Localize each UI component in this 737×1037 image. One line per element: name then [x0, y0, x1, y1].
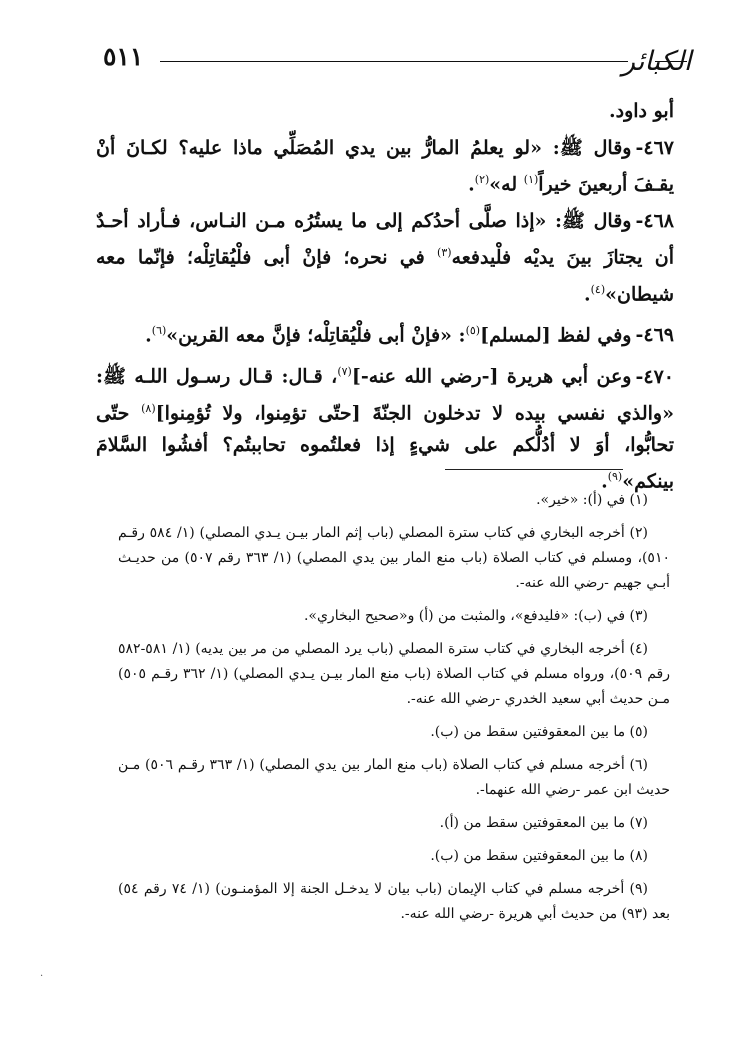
hadith-text: وعن أبي هريرة [-رضي الله عنه-] [351, 365, 632, 388]
footnote-ref: (٧) [337, 365, 352, 379]
header-rule-short [655, 61, 687, 62]
footnote-ref: (١) [523, 173, 539, 186]
hadith-text: وقال ﷺ: «إذا صلَّى أحدُكم إلى ما يستُرُه مـن النـاس، فـأراد أحـدٌ أن يجتازَ بينَ يديْه فلْيدفعه [96, 210, 674, 269]
margin-mark: . [40, 968, 44, 979]
footnote-ref: (٩) [607, 469, 623, 483]
footnote-ref: (٤) [590, 282, 606, 296]
hadith-470 [96, 356, 674, 497]
hadith-468 [96, 205, 674, 310]
footnote-4: (٤) أخرجه البخاري في كتاب سترة المصلي (باب يرد المصلي من مر بين يديه) (١/ ٥٨١-٥٨٢ رقم ٥٠٩)، ورواه مسلم في كتاب الصلاة (باب منع المار بيـن يـدي المصلي) (١/ ٣٦٢ رقـم ٥٠٥) مـن حديث أبي سعيد الخدري -رضي الله عنه-. [118, 641, 670, 707]
book-title: الكبائر [622, 46, 692, 77]
hadith-469 [96, 315, 674, 351]
hadith-text: . [584, 282, 591, 305]
header-rule [160, 61, 628, 62]
footnote-separator [445, 469, 623, 470]
hadith-text: وفي لفظ [لمسلم] [480, 324, 632, 347]
hadith-text: . [468, 173, 475, 196]
footnotes [118, 488, 670, 935]
hadith-text: : «فإنْ أبى فلْيُقاتِلْه؛ فإنَّ معه القرين» [166, 324, 466, 347]
hadith-text: حتّى تحابُّوا، أوَ لا أدُلُّكم على شيءٍ إذا فعلتُموه تحاببتُم؟ أفشُوا السَّلامَ بينكم» [96, 401, 674, 493]
footnote-5: (٥) ما بين المعقوفتين سقط من (ب). [430, 724, 648, 740]
hadith-text: . [601, 470, 608, 493]
hadith-467 [96, 132, 674, 200]
hadith-number: ٤٦٧- [635, 137, 674, 159]
hadith-text: في نحره؛ فإنْ أبى فلْيُقاتِلْه؛ فإنّما معه شيطان» [96, 246, 674, 305]
hadith-number: ٤٧٠- [635, 365, 674, 388]
hadith-number: ٤٦٨- [635, 210, 674, 233]
hadith-text: له» [489, 173, 524, 196]
footnote-3: (٣) في (ب): «فليدفع»، والمثبت من (أ) و«صحيح البخاري». [303, 608, 648, 624]
hadith-number: ٤٦٩- [635, 324, 674, 347]
page-number: ٥١١ [103, 42, 144, 71]
footnote-ref: (٥) [465, 323, 481, 337]
footnote-9: (٩) أخرجه مسلم في كتاب الإيمان (باب بيان لا يدخـل الجنة إلا المؤمنـون) (١/ ٧٤ رقم ٥٤) بعد (٩٣) من حديث أبي هريرة -رضي الله عنه-. [118, 881, 670, 922]
footnote-ref: (٣) [437, 246, 452, 260]
continuation-line: أبو داود. [609, 100, 674, 122]
hadith-text: . [145, 324, 152, 347]
footnote-6: (٦) أخرجه مسلم في كتاب الصلاة (باب منع المار بين يدي المصلي) (١/ ٣٦٣ رقـم ٥٠٦) مـن حديث ابن عمر -رضي الله عنهما-. [118, 757, 670, 798]
page-header [95, 36, 692, 80]
hadith-text: وقال ﷺ: «لو يعلمُ المارُّ بين يدي المُصَلِّي ماذا عليه؟ لكـانَ أنْ يقـفَ أربعينَ خيراً [96, 137, 674, 196]
footnote-2: (٢) أخرجه البخاري في كتاب سترة المصلي (باب إثم المار بيـن يـدي المصلي) (١/ ٥٨٤ رقـم ٥١٠)، ومسلم في كتاب الصلاة (باب منع المار بين يدي المصلي) (١/ ٣٦٣ رقم ٥٠٧) من حديـث أبـي جهيم -رضي الله عنه-. [118, 525, 670, 591]
footnote-ref: (٢) [474, 173, 490, 186]
main-text [96, 95, 674, 497]
footnote-1: (١) في (أ): «خير». [536, 492, 648, 508]
footnote-ref: (٨) [141, 401, 156, 415]
footnote-7: (٧) ما بين المعقوفتين سقط من (أ). [439, 815, 648, 831]
footnote-8: (٨) ما بين المعقوفتين سقط من (ب). [430, 848, 648, 864]
hadith-text: ، قـال: قـال رسـول اللـه ﷺ: «والذي نفسي بيده لا تدخلون الجنّةَ [حتّى تؤمِنوا، ولا تُؤمِنوا] [96, 365, 674, 424]
footnote-ref: (٦) [151, 323, 167, 337]
